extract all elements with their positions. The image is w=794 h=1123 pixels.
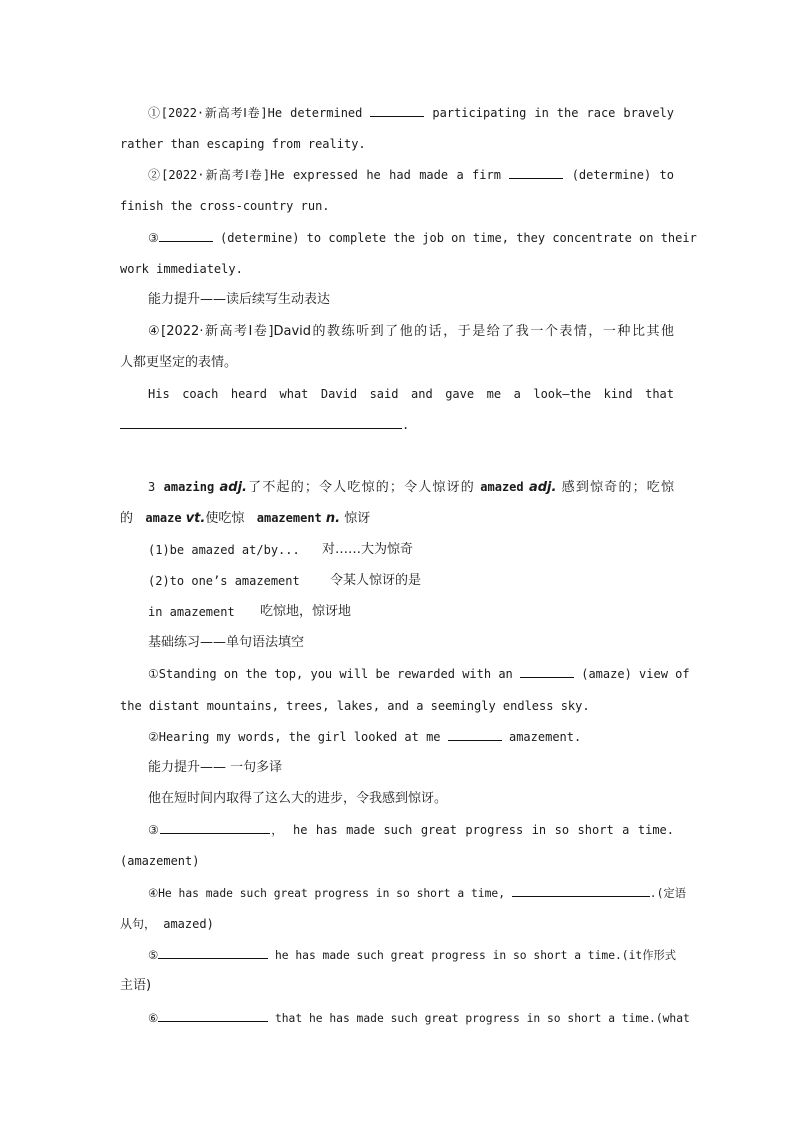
exercise-3-2: ②Hearing my words, the girl looked at me amazement. bbox=[148, 730, 582, 744]
meaning: 使吃惊 bbox=[205, 511, 245, 526]
exercise-2-1 bbox=[148, 104, 674, 122]
part-of-speech: adj. bbox=[528, 480, 557, 495]
answer-blank[interactable] bbox=[509, 166, 563, 179]
meaning: 惊讶 bbox=[344, 511, 371, 526]
headword: amaze bbox=[145, 511, 182, 525]
meaning: 的 bbox=[120, 511, 134, 526]
answer-blank[interactable] bbox=[159, 229, 213, 242]
exercise-3-3-hint: (amazement) bbox=[120, 854, 200, 868]
answer-blank[interactable] bbox=[158, 1009, 268, 1022]
headword: amazed bbox=[480, 480, 524, 494]
exercise-3-5: ⑤ he has made such great progress in so short a time.(it作形式 bbox=[148, 946, 674, 965]
exercise-text: (determine) to bbox=[563, 168, 674, 182]
headword: amazement bbox=[256, 511, 322, 525]
document-page: ①[2022·新高考Ⅰ卷]He determined participating in the race bravely rather than escaping from reality. ②[2022·新高考Ⅰ卷]He expressed he had made a firm (determine) to finish the cross-country run. ③ (determine) to complete the job on time, they concentrate on their work immediately. 能力提升——读后续写生动表达 ④[2022·新高考Ⅰ卷]David的教练听到了他的话，于是给了我一个表情，一种比其他 人都更坚定的表情。 His coach heard what David said and gave me a look—the kind that . 3 amazing adj.了不起的；令人吃惊的；令人惊讶的 amazed adj. 感到惊奇的；吃惊 的 amaze vt.使吃惊 amazement n. 惊讶 (1)be amazed at/by... 对……大为惊奇 (2)to one’s amazement 令某人惊讶的是 in amazement 吃惊地，惊讶地 基础练习——单句语法填空 ①Standing on the top, you will be rewarded with an (amaze) view of the distant mountains, trees, lakes, and a seemingly endless sky. ②Hearing my words, the girl looked at me amazement. 能力提升—— 一句多译 他在短时间内取得了这么大的进步，令我感到惊讶。 ③ ， he has made such great progress in so short a time. (amazement) ④He has made such great progress in so short a time, .(定语 从句， amazed) ⑤ he has made such great progress in so short a time.(it作形式 主语) ⑥ that he has made such great progress in so short a time.(what bbox=[0, 0, 794, 1123]
answer-blank[interactable] bbox=[520, 665, 574, 678]
exercise-text: participating in the race bravely bbox=[424, 106, 674, 120]
exercise-3-5-hint: 主语) bbox=[120, 978, 152, 993]
vocab-entry-amazing: 3 amazing adj.了不起的；令人吃惊的；令人惊讶的 amazed adj. 感到惊奇的；吃惊 bbox=[148, 480, 674, 495]
part-of-speech: adj. bbox=[219, 480, 247, 495]
answer-blank[interactable] bbox=[158, 946, 268, 959]
exercise-2-2-cont: finish the cross-country run. bbox=[120, 199, 330, 213]
heading-basic: 基础练习——单句语法填空 bbox=[148, 635, 305, 650]
exercise-text: ①[2022·新高考Ⅰ卷]He determined bbox=[148, 106, 371, 120]
exercise-3-6: ⑥ that he has made such great progress in so short a time.(what bbox=[148, 1009, 674, 1028]
exercise-text: ②[2022·新高考Ⅰ卷]He expressed he had made a firm bbox=[148, 168, 510, 182]
exercise-text: . bbox=[402, 418, 410, 432]
meaning: 感到惊奇的；吃惊 bbox=[561, 480, 674, 495]
exercise-3-4-hint: 从句， amazed) bbox=[120, 917, 214, 931]
answer-blank[interactable] bbox=[512, 884, 650, 897]
part-of-speech: n. bbox=[325, 511, 341, 526]
answer-blank[interactable] bbox=[370, 104, 424, 117]
answer-blank[interactable] bbox=[160, 821, 270, 834]
answer-blank[interactable] bbox=[120, 416, 402, 429]
exercise-2-3-cont: work immediately. bbox=[120, 262, 243, 276]
translation-sentence: 他在短时间内取得了这么大的进步，令我感到惊讶。 bbox=[148, 791, 448, 806]
part-of-speech: vt. bbox=[185, 511, 206, 526]
exercise-3-1: ①Standing on the top, you will be rewarded with an (amaze) view of bbox=[148, 667, 690, 681]
answer-blank[interactable] bbox=[448, 728, 502, 741]
exercise-2-4-cont: 人都更坚定的表情。 bbox=[120, 355, 238, 370]
headword: amazing bbox=[163, 480, 215, 494]
exercise-text: ③ bbox=[148, 231, 159, 245]
exercise-2-3 bbox=[148, 229, 697, 247]
meaning: 了不起的；令人吃惊的；令人惊讶的 bbox=[247, 480, 475, 495]
exercise-3-4: ④He has made such great progress in so short a time, .(定语 bbox=[148, 884, 674, 903]
heading-improve: 能力提升——读后续写生动表达 bbox=[148, 292, 331, 307]
exercise-text: (determine) to complete the job on time, they concentrate on their bbox=[212, 231, 697, 245]
exercise-3-3: ③ ， he has made such great progress in so short a time. bbox=[148, 823, 674, 837]
vocab-entry-amaze bbox=[120, 509, 674, 528]
exercise-2-4-blank-line bbox=[120, 416, 674, 434]
exercise-2-2 bbox=[148, 166, 674, 184]
exercise-3-1-cont: the distant mountains, trees, lakes, and a seemingly endless sky. bbox=[120, 699, 590, 713]
exercise-2-1-cont: rather than escaping from reality. bbox=[120, 137, 366, 151]
exercise-2-4: ④[2022·新高考Ⅰ卷]David的教练听到了他的话，于是给了我一个表情，一种比其他 bbox=[148, 324, 674, 339]
heading-improve-2: 能力提升—— 一句多译 bbox=[148, 760, 283, 775]
exercise-2-4-en: His coach heard what David said and gave me a look—the kind that bbox=[148, 387, 674, 401]
